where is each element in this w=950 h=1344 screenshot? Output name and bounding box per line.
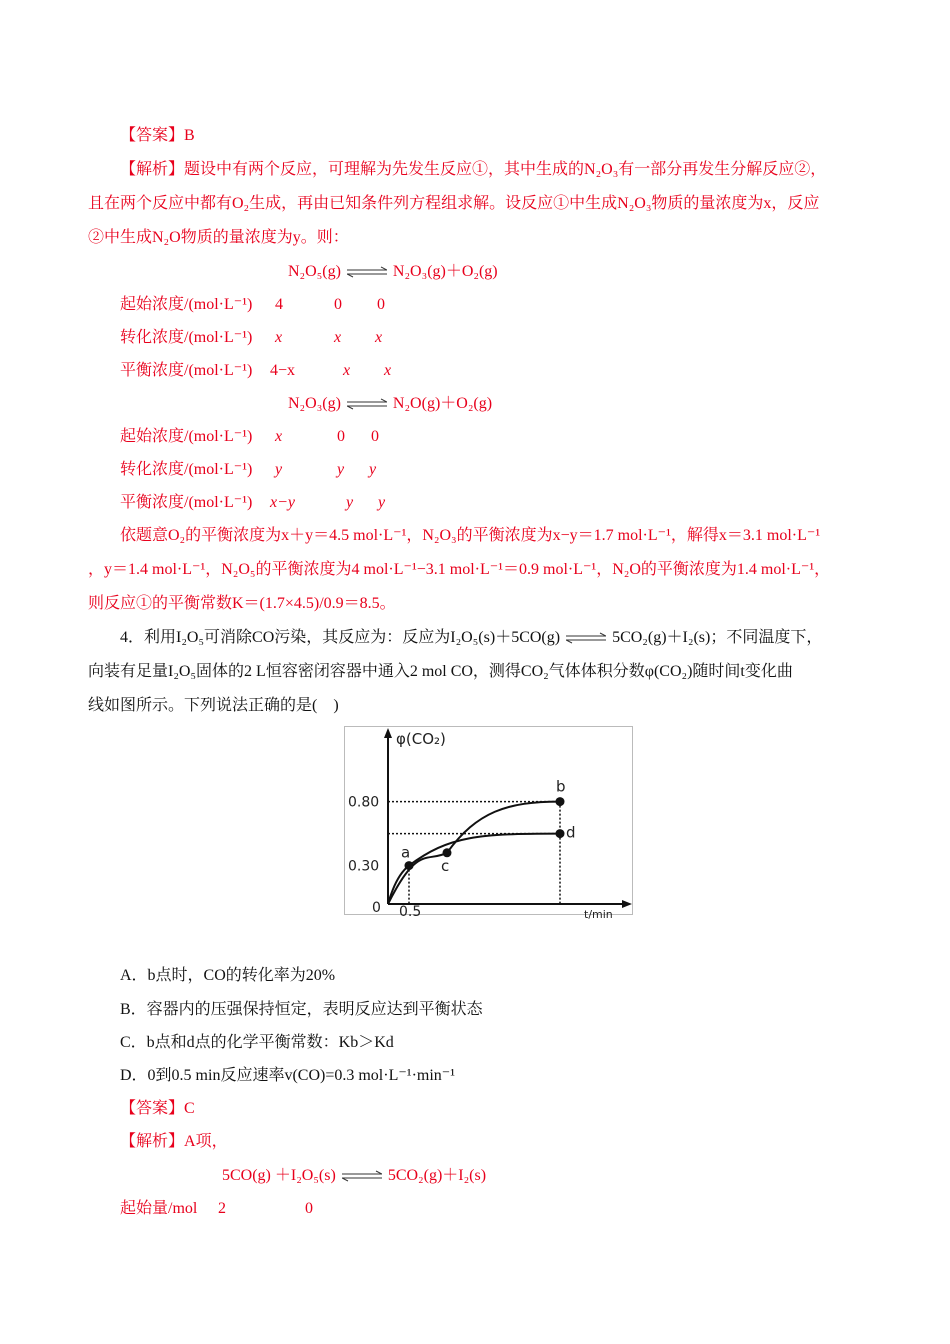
reaction-2-right: N₂O(g)＋O₂(g) (392, 395, 493, 412)
table2-cell: y (369, 461, 377, 478)
y-tick-label: 0.80 (348, 794, 380, 811)
table2-cell: y (275, 461, 283, 478)
q4-start-a: 2 (218, 1200, 226, 1217)
analysis-line-2: 且在两个反应中都有O₂生成，再由已知条件列方程组求解。设反应①中生成N₂O₃物质的量浓度为x，反应 (88, 195, 820, 212)
y-axis-label: φ(CO₂) (396, 730, 446, 748)
table2-row-start: 起始浓度/(mol·L⁻¹) (120, 428, 253, 445)
point-label: a (401, 843, 411, 862)
reaction-1-left: N₂O₅(g) (288, 263, 341, 280)
q4-answer-value: C (184, 1100, 195, 1117)
q4-reaction (222, 1166, 486, 1186)
data-point (556, 797, 565, 806)
q4-reaction-left: 5CO(g) ＋I₂O₅(s) (222, 1167, 336, 1184)
x-tick-label: 0.5 (399, 904, 422, 920)
q4-analysis-line (120, 1132, 228, 1152)
q4-start-label: 起始量/mol (120, 1200, 198, 1217)
y-tick-label: 0.30 (348, 858, 380, 875)
q4-start-b: 0 (305, 1200, 313, 1217)
answer-label: 【答案】 (120, 127, 185, 144)
q4-stem-line-3: 线如图所示。下列说法正确的是( ) (88, 697, 339, 714)
q4-stem-line-2: 向装有足量I₂O₅固体的2 L恒容密闭容器中通入2 mol CO，测得CO₂气体体积分数φ(CO₂)随时间t变化曲 (88, 663, 793, 680)
table1-cell: 0 (377, 296, 385, 313)
table1-row-eq: 平衡浓度/(mol·L⁻¹) (120, 362, 253, 379)
table2-row-change: 转化浓度/(mol·L⁻¹) (120, 461, 253, 478)
q4-reaction-right: 5CO₂(g)＋I₂(s) (387, 1167, 487, 1184)
analysis-label: 【解析】 (120, 161, 185, 178)
table1-cell: 0 (334, 296, 342, 313)
option-b[interactable]: B．容器内的压强保持恒定，表明反应达到平衡状态 (120, 1001, 483, 1018)
table1-row-change: 转化浓度/(mol·L⁻¹) (120, 329, 253, 346)
reaction-1 (288, 262, 498, 282)
point-label: d (566, 823, 576, 842)
table1-cell: x (375, 329, 383, 346)
option-a[interactable]: A．b点时，CO的转化率为20% (120, 967, 336, 984)
q4-analysis-label: 【解析】 (120, 1133, 185, 1150)
table1-cell: x (384, 362, 392, 379)
table1-cell: x (343, 362, 351, 379)
point-label: b (556, 777, 566, 796)
table1-cell: 4 (275, 296, 283, 313)
table2-cell: y (337, 461, 345, 478)
co2-fraction-chart (344, 726, 634, 922)
answer-value: B (184, 127, 195, 144)
x-axis-label: t/min (584, 908, 613, 921)
table2-cell: x−y (270, 494, 295, 511)
equilibrium-arrow-icon (566, 632, 606, 644)
table2-cell: 0 (337, 428, 345, 445)
analysis-line-1 (120, 160, 826, 180)
answer-line (120, 126, 195, 146)
data-point (405, 861, 414, 870)
table2-cell: x (275, 428, 283, 445)
option-d[interactable]: D．0到0.5 min反应速率v(CO)=0.3 mol·L⁻¹·min⁻¹ (120, 1067, 456, 1084)
equilibrium-arrow-icon (347, 266, 387, 278)
table2-cell: y (346, 494, 354, 511)
q4-stem-1a: 4．利用I₂O₅可消除CO污染，其反应为：反应为I₂O₅(s)＋5CO(g) (120, 629, 561, 646)
conclusion-line-3: 则反应①的平衡常数K＝(1.7×4.5)/0.9＝8.5。 (88, 595, 396, 612)
q4-stem-1b: 5CO₂(g)＋I₂(s)；不同温度下， (612, 629, 823, 646)
q4-answer-line (120, 1099, 195, 1119)
conclusion-line-1: 依题意O₂的平衡浓度为x＋y＝4.5 mol·L⁻¹，N₂O₃的平衡浓度为x−y＝1.7 mol·L⁻¹，解得x＝3.1 mol·L⁻¹ (120, 527, 821, 544)
table1-row-start: 起始浓度/(mol·L⁻¹) (120, 296, 253, 313)
q4-answer-label: 【答案】 (120, 1100, 185, 1117)
table1-cell: x (275, 329, 283, 346)
conclusion-line-2: ，y＝1.4 mol·L⁻¹，N₂O₅的平衡浓度为4 mol·L⁻¹−3.1 mol·L⁻¹＝0.9 mol·L⁻¹，N₂O的平衡浓度为1.4 mol·L⁻¹， (88, 561, 831, 578)
option-c[interactable]: C．b点和d点的化学平衡常数：Kb＞Kd (120, 1034, 394, 1051)
origin-label: 0 (372, 900, 381, 916)
equilibrium-arrow-icon (342, 1170, 382, 1182)
reaction-2 (288, 394, 492, 414)
q4-stem-line-1 (120, 628, 822, 648)
table2-cell: y (378, 494, 386, 511)
table1-cell: x (334, 329, 342, 346)
data-point (556, 829, 565, 838)
reaction-2-left: N₂O₃(g) (288, 395, 341, 412)
reaction-1-right: N₂O₃(g)＋O₂(g) (392, 263, 498, 280)
table1-cell: 4−x (270, 362, 296, 379)
analysis-line-3: ②中生成N₂O物质的量浓度为y。则： (88, 229, 349, 246)
table2-cell: 0 (371, 428, 379, 445)
point-label: c (441, 856, 450, 875)
equilibrium-arrow-icon (347, 398, 387, 410)
q4-analysis-intro: A项， (184, 1133, 228, 1150)
analysis-text-1: 题设中有两个反应，可理解为先发生反应①，其中生成的N₂O₃有一部分再发生分解反应②， (184, 161, 827, 178)
table2-row-eq: 平衡浓度/(mol·L⁻¹) (120, 494, 253, 511)
